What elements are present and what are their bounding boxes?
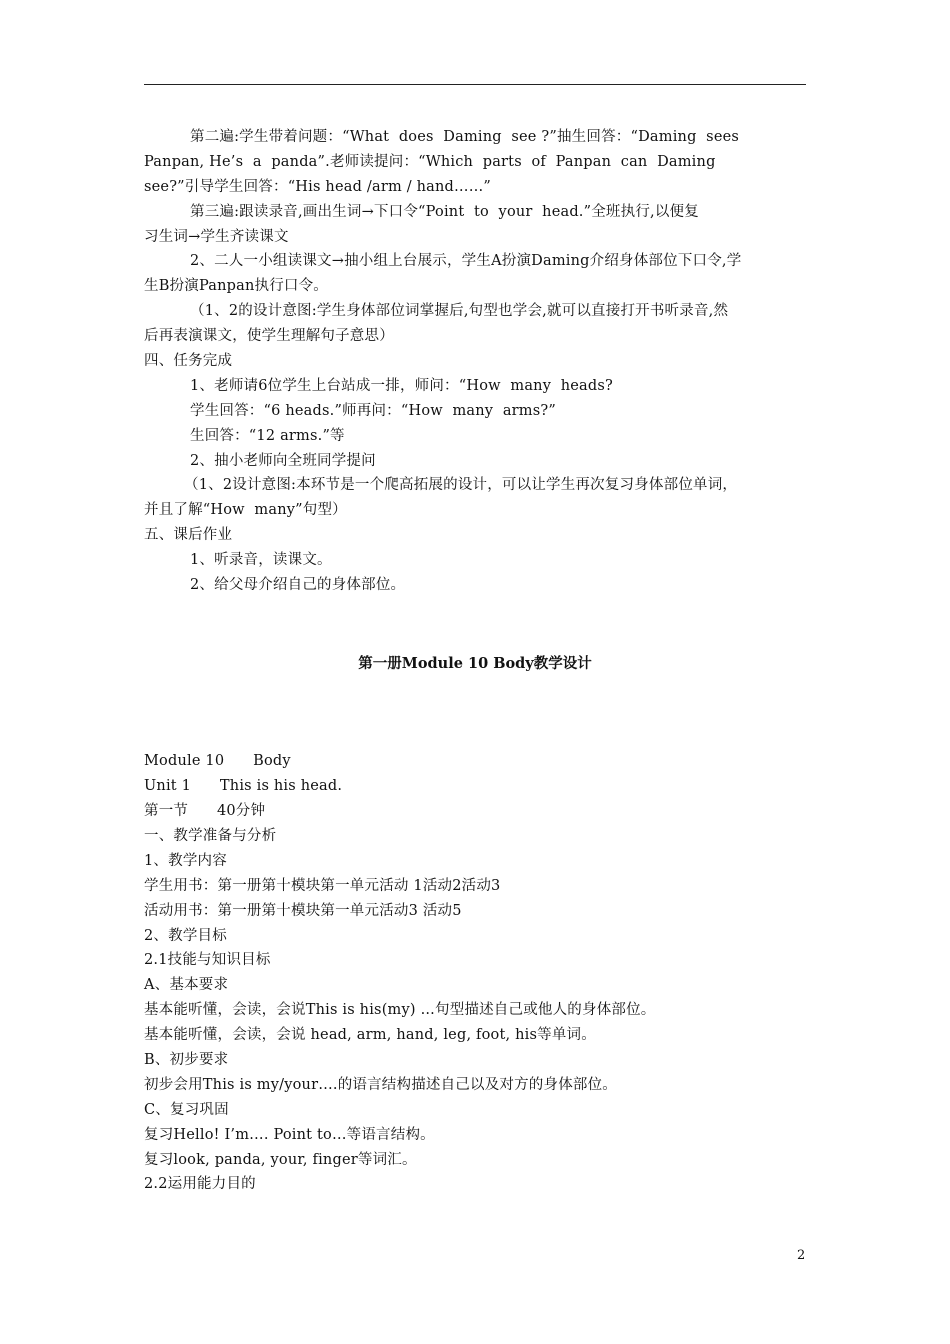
paragraph-line: （1、2设计意图:本环节是一个爬高拓展的设计，可以让学生再次复习身体部位单词， <box>184 477 738 493</box>
paragraph-line: 复习look, panda, your, finger等词汇。 <box>144 1152 417 1168</box>
paragraph-line: 基本能听懂，会读，会说 head, arm, hand, leg, foot, his等单词。 <box>144 1027 596 1043</box>
paragraph-line: 学生用书：第一册第十模块第一单元活动 1活动2活动3 <box>144 878 501 894</box>
paragraph-line: 第三遍:跟读录音,画出生词→下口令“Point to your head.”全班执行,以便复 <box>190 204 699 220</box>
section-heading: 五、课后作业 <box>144 527 233 543</box>
paragraph-line: （1、2的设计意图:学生身体部位词掌握后,句型也学会,就可以直接打开书听录音,然 <box>190 303 729 319</box>
paragraph-line: 2、教学目标 <box>144 928 227 944</box>
section-heading: 一、教学准备与分析 <box>144 828 277 844</box>
document-title: 第一册Module 10 Body教学设计 <box>358 655 592 672</box>
paragraph-line: 初步会用This is my/your….的语言结构描述自己以及对方的身体部位。 <box>144 1077 618 1093</box>
paragraph-line: 学生回答：“6 heads.”师再问：“How many arms?” <box>190 403 556 419</box>
paragraph-line: 2、抽小老师向全班同学提问 <box>190 453 376 469</box>
paragraph-line: 基本能听懂，会读，会说This is his(my) ...句型描述自己或他人的身体部位。 <box>144 1002 656 1018</box>
paragraph-line: 生回答：“12 arms.”等 <box>190 428 345 444</box>
header-rule <box>144 84 806 85</box>
paragraph-line: 1、老师请6位学生上台站成一排，师问：“How many heads? <box>190 378 613 394</box>
paragraph-line: 并且了解“How many”句型） <box>144 502 347 518</box>
paragraph-line: 2、给父母介绍自己的身体部位。 <box>190 577 406 593</box>
paragraph-line: 2、二人一小组读课文→抽小组上台展示，学生A扮演Daming介绍身体部位下口令,学 <box>190 253 742 269</box>
section-heading: 四、任务完成 <box>144 353 233 369</box>
paragraph-line: 生B扮演Panpan执行口令。 <box>144 278 329 294</box>
paragraph-line: Unit 1 This is his head. <box>144 778 343 794</box>
paragraph-line: 2.2运用能力目的 <box>144 1176 256 1192</box>
paragraph-line: C、复习巩固 <box>144 1102 229 1118</box>
paragraph-line: 1、听录音，读课文。 <box>190 552 332 568</box>
paragraph-line: 活动用书：第一册第十模块第一单元活动3 活动5 <box>144 903 462 919</box>
paragraph-line: 第二遍:学生带着问题：“What does Daming see ?”抽生回答：“Daming sees <box>190 129 740 145</box>
paragraph-line: Module 10 Body <box>144 753 291 769</box>
paragraph-line: 第一节 40分钟 <box>144 803 266 819</box>
paragraph-line: Panpan, He’s a panda”.老师读提问：“Which parts of Panpan can Daming <box>144 154 716 170</box>
paragraph-line: 后再表演课文，使学生理解句子意思） <box>144 328 394 344</box>
paragraph-line: 1、教学内容 <box>144 853 227 869</box>
paragraph-line: B、初步要求 <box>144 1052 229 1068</box>
paragraph-line: see?”引导学生回答：“His head /arm / hand……” <box>144 179 492 195</box>
paragraph-line: A、基本要求 <box>144 977 229 993</box>
paragraph-line: 2.1技能与知识目标 <box>144 952 271 968</box>
paragraph-line: 习生词→学生齐读课文 <box>144 229 289 245</box>
page-number: 2 <box>797 1248 806 1263</box>
paragraph-line: 复习Hello! I’m…. Point to…等语言结构。 <box>144 1127 435 1143</box>
